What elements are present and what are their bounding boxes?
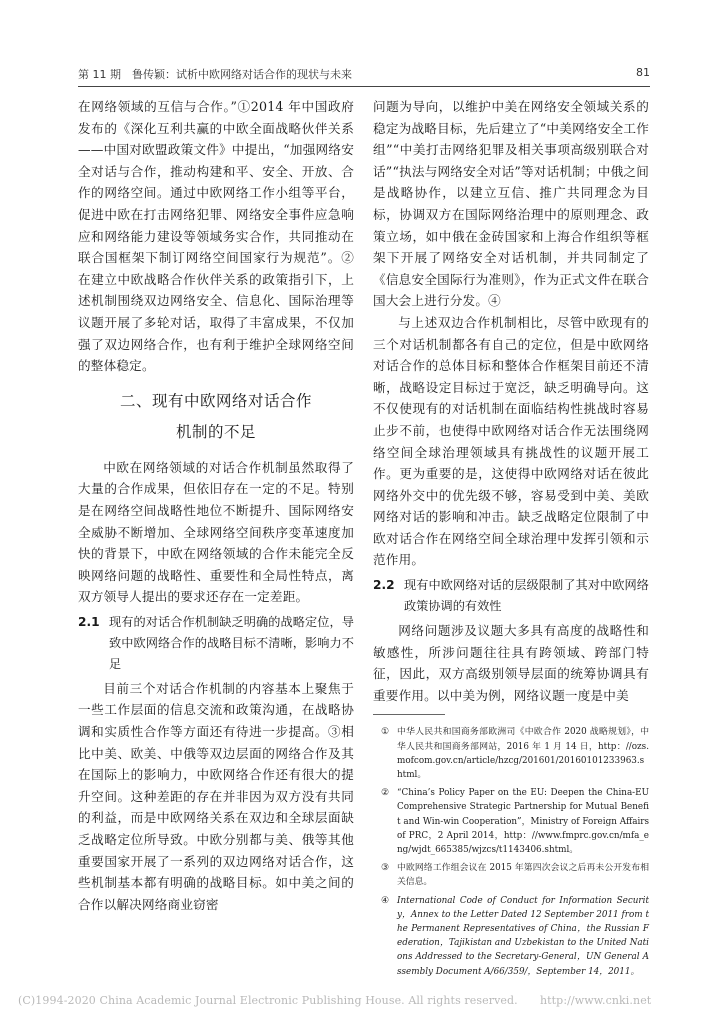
footnote-marker: ①: [381, 727, 389, 738]
header-divider: [78, 86, 650, 87]
footnote-marker: ②: [381, 788, 389, 799]
footnote-marker: ③: [381, 863, 389, 874]
footnote: [373, 725, 649, 782]
paragraph-intro: 中欧在网络领域的对话合作机制虽然取得了大量的合作成果，但依旧存在一定的不足。特别是在网络空间战略性地位不断提升、国际网络安全威胁不断增加、全球网络空间秩序变革速度加快的背景下，中欧在网络领域的合作未能完全反映网络问题的战略性、重要性和全局性特点，离双方领导人提出的要求还存在一定差距。: [78, 459, 354, 605]
footnote-divider: [373, 714, 445, 715]
footnotes: [373, 725, 649, 978]
section-title-line1: 二、现有中欧网络对话合作: [119, 391, 312, 410]
subsection-title: 现有的对话合作机制缺乏明确的战略定位，导致中欧网络合作的战略目标不清晰，影响力不足: [109, 614, 354, 671]
paragraph-continued: 在网络领域的互信与合作。”①2014 年中国政府发布的《深化互利共赢的中欧全面战略伙伴关系——中国对欧盟政策文件》中提出，“加强网络安全对话与合作，推动构建和平、安全、开放、合作的网络空间。通过中欧网络工作小组等平台，促进中欧在打击网络犯罪、网络安全事件应急响应和网络能力建设等领域务实合作，共同推动在联合国框架下制订网络空间国家行为规范”。② 在建立中欧战略合作伙伴关系的政策指引下，上述机制围绕双边网络安全、信息化、国际治理等议题开展了多轮对话，取得了丰富成果，不仅加强了双边网络合作，也有利于维护全球网络空间的整体稳定。: [78, 99, 354, 374]
footnote: [373, 786, 649, 857]
footnote-text: International Code of Conduct for Information Security，Annex to the Letter Dated 12 September 2011 from the Permanent Representatives of China，the Russian Federation，Tajikistan and Uzbekistan to the United Nations Addressed to the Secretary-General，UN General Assembly Document A/66/359/，September 14，2011。: [397, 895, 649, 977]
subsection-number: 2.2: [373, 578, 395, 593]
subsection-heading-2-1: [78, 612, 354, 675]
paragraph-continued-right: 问题为导向，以维护中美在网络安全领域关系的稳定为战略目标，先后建立了“中美网络安全工作组”“中美打击网络犯罪及相关事项高级别联合对话”“执法与网络安全对话”等对话机制；中俄之间是战略协作，以建立互信、推广共同理念为目标，协调双方在国际网络治理中的原则理念、政策立场，如中俄在金砖国家和上海合作组织等框架下开展了网络安全对话机制，并共同制定了《信息安全国际行为准则》，作为正式文件在联合国大会上进行分发。④: [373, 99, 649, 309]
footnote-text: 中华人民共和国商务部欧洲司《中欧合作 2020 战略规划》，中华人民共和国商务部网站，2016 年 1 月 14 日，http：//ozs.mofcom.gov.cn/article/hzcg/201601/20160101233963.shtml。: [397, 727, 649, 781]
subsection-heading-2-2: [373, 575, 649, 617]
right-column: [373, 96, 649, 983]
footnote-text: “China’s Policy Paper on the EU: Deepen the China-EU Comprehensive Strategic Partnership for Mutual Benefit and Win-win Cooperation”，Ministry of Foreign Affairs of PRC，2 April 2014，http：//www.fmprc.gov.cn/mfa_eng/wjdt_665385/wjzcs/t1143406.shtml。: [397, 788, 649, 856]
paragraph-2-1: 目前三个对话合作机制的内容基本上聚焦于一些工作层面的信息交流和政策沟通，在战略协调和实质性合作等方面还有待进一步提高。③相比中美、欧美、中俄等双边层面的网络合作及其在国际上的影响力，中欧网络合作还有很大的提升空间。这种差距的存在并非因为双方没有共同的利益，而是中欧网络关系在双边和全球层面缺乏战略定位所导致。中欧分别都与美、俄等其他重要国家开展了一系列的双边网络对话合作，这些机制基本都有明确的战略目标。如中美之间的合作以解决网络商业窃密: [78, 680, 354, 912]
footnote: [373, 894, 649, 979]
running-title: 第 11 期 鲁传颖：试析中欧网络对话合作的现状与未来: [78, 68, 352, 81]
footnote-marker: ④: [381, 895, 389, 906]
paragraph-comparison: 与上述双边合作机制相比，尽管中欧现有的三个对话机制都各有自己的定位，但是中欧网络对话合作的总体目标和整体合作框架目前还不清晰，战略设定目标过于宽泛，缺乏明确导向。这不仅使现有的对话机制在面临结构性挑战时容易止步不前，也使得中欧网络对话合作无法围绕网络空间全球治理领域具有挑战性的议题开展工作。更为重要的是，这使得中欧网络对话在彼此网络外交中的优先级不够，容易受到中美、美欧网络对话的影响和冲击。缺乏战略定位限制了中欧对话合作在网络空间全球治理中发挥引领和示范作用。: [373, 314, 649, 568]
section-title: [78, 386, 354, 448]
subsection-title: 现有中欧网络对话的层级限制了其对中欧网络政策协调的有效性: [404, 578, 649, 614]
paragraph-2-2: 网络问题涉及议题大多具有高度的战略性和敏感性，所涉问题往往具有跨领域、跨部门特征，因此，双方高级别领导层面的统筹协调具有重要作用。以中美为例，网络议题一度是中美: [373, 623, 649, 703]
subsection-number: 2.1: [78, 614, 100, 629]
footnote: [373, 861, 649, 889]
section-title-line2: 机制的不足: [175, 422, 256, 441]
left-column: [78, 96, 354, 915]
page-number: 81: [636, 66, 650, 79]
footnote-text: 中欧网络工作组会议在 2015 年第四次会议之后再未公开发布相关信息。: [397, 863, 649, 888]
copyright-watermark: (C)1994-2020 China Academic Journal Electronic Publishing House. All rights reserved. http://www.cnki.net: [18, 994, 652, 1007]
